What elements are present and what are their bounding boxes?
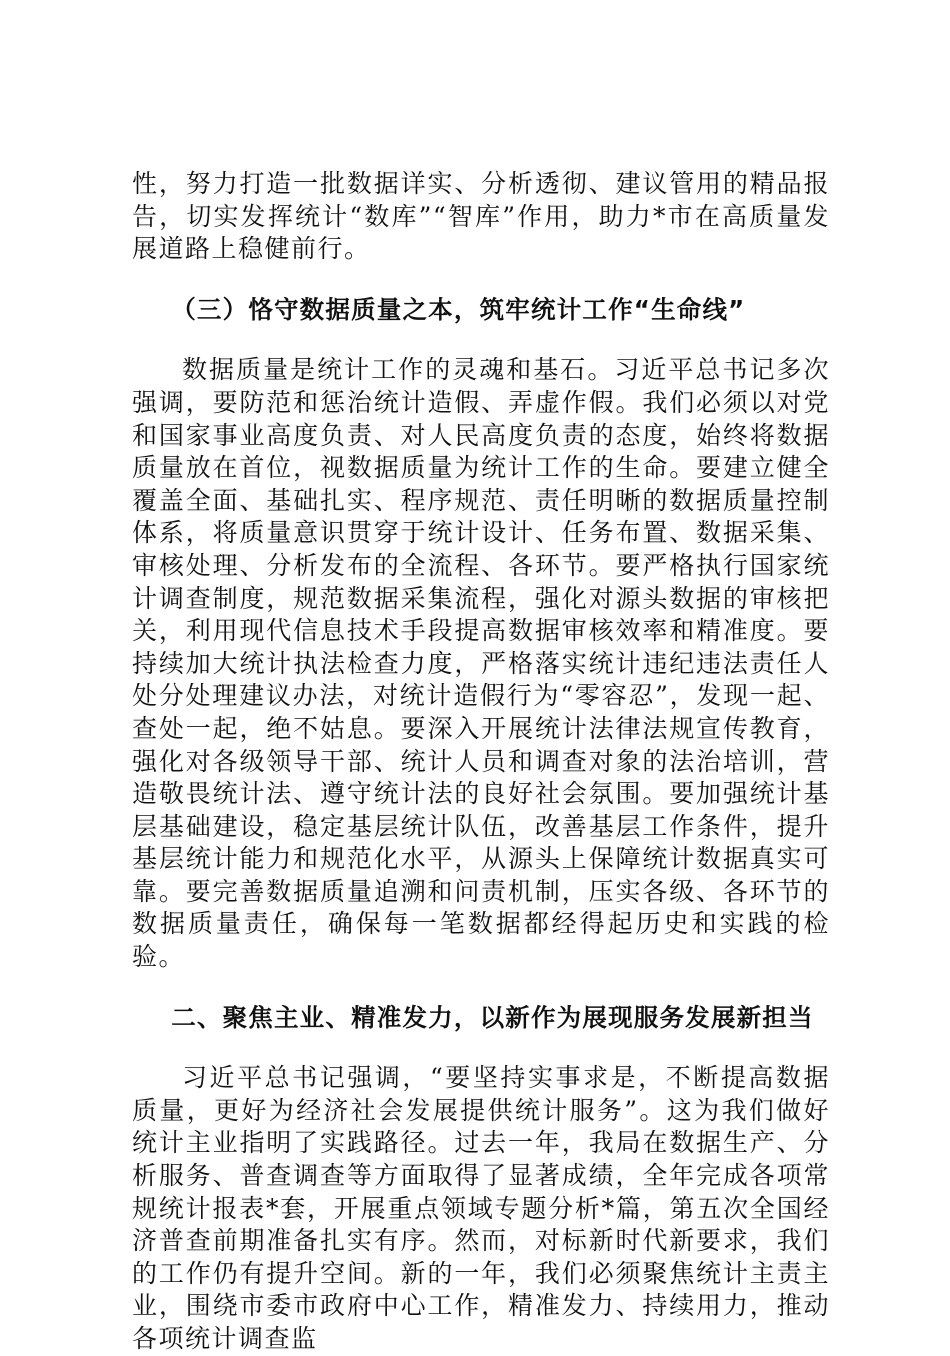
paragraph-continuation: 性，努力打造一批数据详实、分析透彻、建议管用的精品报告，切实发挥统计“数库”“智库”作用，助力*市在高质量发展道路上稳健前行。 — [132, 169, 830, 264]
document-body — [132, 168, 830, 1356]
section-heading-2: 二、聚焦主业、精准发力，以新作为展现服务发展新担当 — [171, 1002, 814, 1032]
section-heading-3: （三）恪守数据质量之本，筑牢统计工作“生命线” — [171, 294, 746, 324]
heading-spacer — [132, 326, 830, 354]
paragraph-main-business: 习近平总书记强调，“要坚持实事求是，不断提高数据质量，更好为经济社会发展提供统计服务”。这为我们做好统计主业指明了实践路径。过去一年，我局在数据生产、分析服务、普查调查等方面取得了显著成绩，全年完成各项常规统计报表*套，开展重点领域专题分析*篇，第五次全国经济普查前期准备扎实有序。然而，对标新时代新要求，我们的工作仍有提升空间。新的一年，我们必须聚焦统计主责主业，围绕市委市政府中心工作，精准发力、持续用力，推动各项统计调查监 — [132, 1063, 830, 1353]
paragraph-spacer — [132, 974, 830, 1002]
paragraph-data-quality: 数据质量是统计工作的灵魂和基石。习近平总书记多次强调，要防范和惩治统计造假、弄虚作假。我们必须以对党和国家事业高度负责、对人民高度负责的态度，始终将数据质量放在首位，视数据质量为统计工作的生命。要建立健全覆盖全面、基础扎实、程序规范、责任明晰的数据质量控制体系，将质量意识贯穿于统计设计、任务布置、数据采集、审核处理、分析发布的全流程、各环节。要严格执行国家统计调查制度，规范数据采集流程，强化对源头数据的审核把关，利用现代信息技术手段提高数据审核效率和精准度。要持续加大统计执法检查力度，严格落实统计违纪违法责任人处分处理建议办法，对统计造假行为“零容忍”，发现一起、查处一起，绝不姑息。要深入开展统计法律法规宣传教育，强化对各级领导干部、统计人员和调查对象的法治培训，营造敬畏统计法、遵守统计法的良好社会氛围。要加强统计基层基础建设，稳定基层统计队伍，改善基层工作条件，提升基层统计能力和规范化水平，从源头上保障统计数据真实可靠。要完善数据质量追溯和问责机制，压实各级、各环节的数据质量责任，确保每一笔数据都经得起历史和实践的检验。 — [132, 355, 830, 972]
heading-spacer — [132, 1034, 830, 1062]
paragraph-spacer — [132, 266, 830, 294]
